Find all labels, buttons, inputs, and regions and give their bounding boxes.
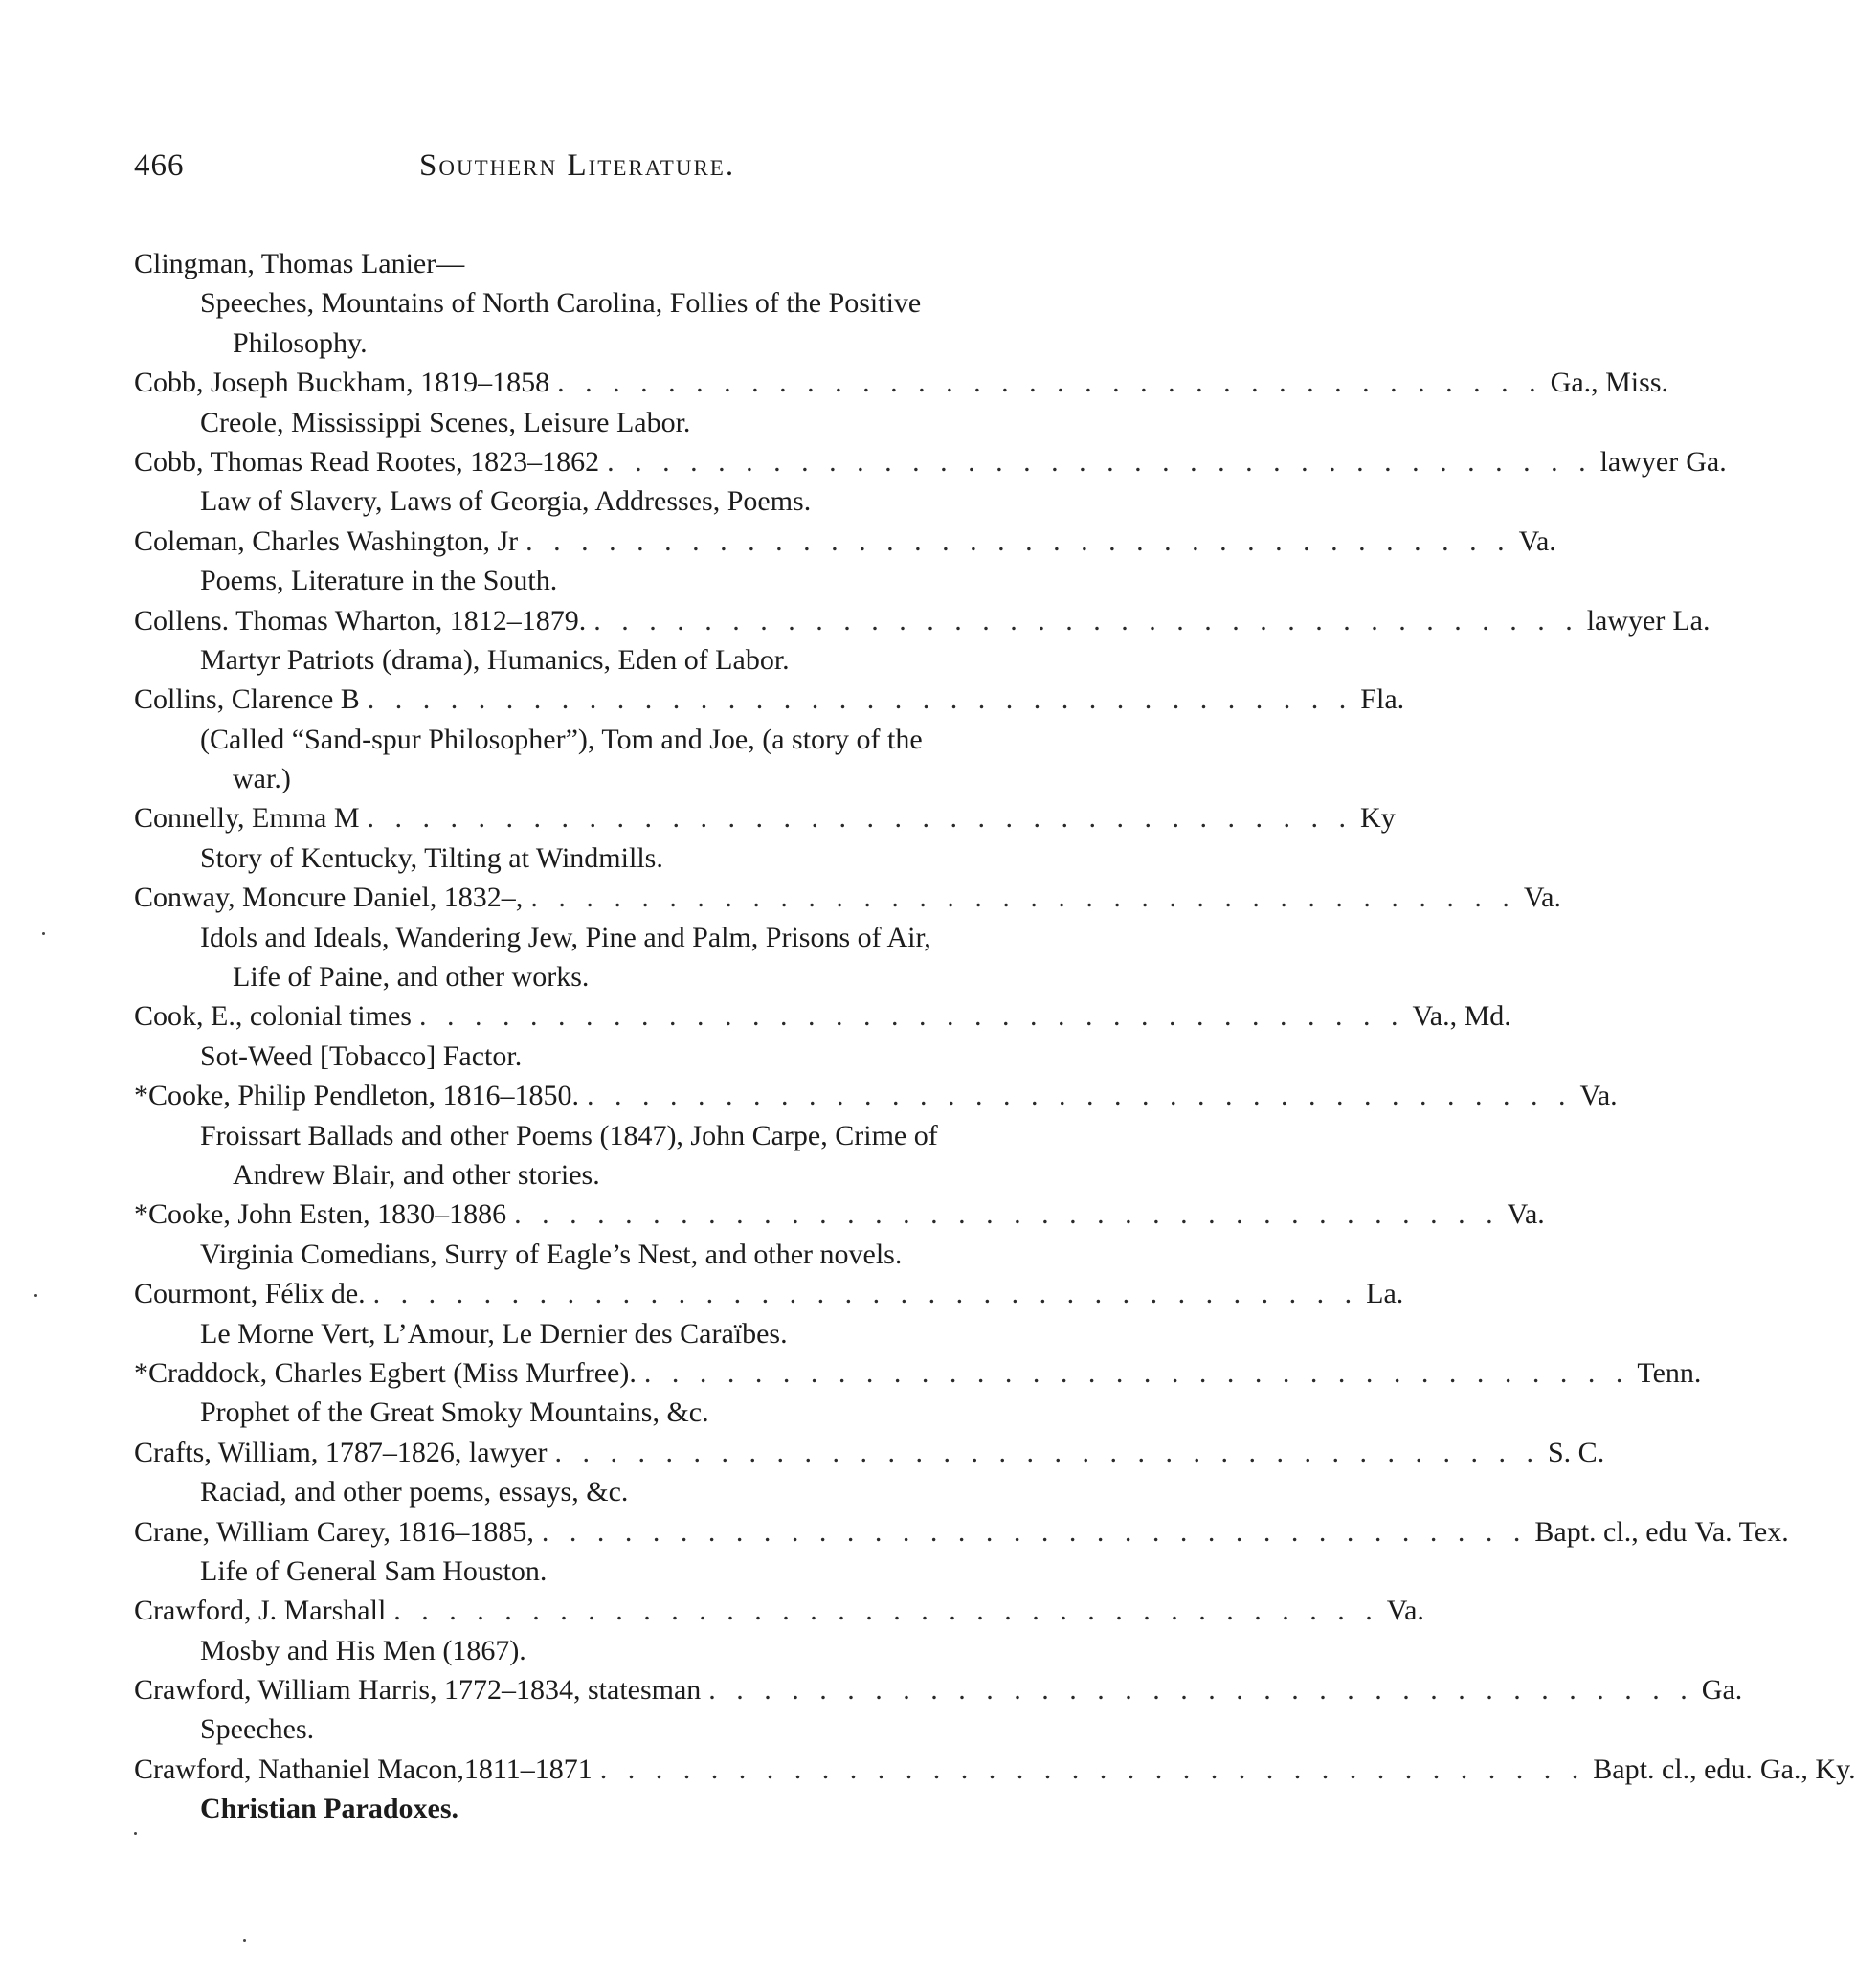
author-name: Cobb, Joseph Buckham, 1819–1858 bbox=[134, 367, 550, 399]
dot-leader: . . . . . . . . . . . . . . . . . . . . . . . . . . . . . . . . . . . . bbox=[541, 1515, 1528, 1548]
dot-leader: . . . . . . . . . . . . . . . . . . . . . . . . . . . . . . . . . . . . bbox=[708, 1674, 1694, 1707]
author-occupation: lawyer bbox=[1586, 604, 1666, 637]
author-entry bbox=[134, 363, 1668, 442]
author-state: Ky bbox=[1360, 802, 1396, 835]
author-heading bbox=[134, 878, 1561, 917]
works-line: Mosby and His Men (1867). bbox=[200, 1634, 526, 1666]
works-line: Story of Kentucky, Tilting at Windmills. bbox=[200, 841, 663, 874]
dot-leader: . . . . . . . . . . . . . . . . . . . . . . . . . . . . . . . . . . . . bbox=[587, 1080, 1573, 1112]
author-state: Va. bbox=[1386, 1595, 1424, 1627]
author-entry bbox=[134, 1076, 1618, 1195]
dot-leader: . . . . . . . . . . . . . . . . . . . . . . . . . . . . . . . . . . . . bbox=[372, 1278, 1359, 1310]
author-name: Crawford, J. Marshall bbox=[134, 1595, 387, 1627]
author-name: *Cooke, John Esten, 1830–1886 bbox=[134, 1198, 507, 1231]
dot-leader: . . . . . . . . . . . . . . . . . . . . . . . . . . . . . . . . . . . . bbox=[418, 1000, 1405, 1033]
dot-leader: . . . . . . . . . . . . . . . . . . . . . . . . . . . . . . . . . . . . bbox=[593, 604, 1579, 637]
author-entry bbox=[134, 244, 1187, 363]
author-entry bbox=[134, 1353, 1702, 1433]
author-heading bbox=[134, 522, 1556, 561]
author-state: La. bbox=[1672, 604, 1711, 637]
author-heading bbox=[134, 244, 1187, 283]
author-occupation: Bapt. cl., edu bbox=[1534, 1515, 1688, 1548]
author-state: Va. bbox=[1579, 1080, 1618, 1112]
author-name: Cook, E., colonial times bbox=[134, 1000, 412, 1033]
author-entry bbox=[134, 522, 1556, 601]
author-state: Tenn. bbox=[1637, 1356, 1702, 1389]
dot-leader: . . . . . . . . . . . . . . . . . . . . . . . . . . . . . . . . . . . . bbox=[530, 882, 1516, 914]
author-name: Conway, Moncure Daniel, 1832–, bbox=[134, 882, 524, 914]
page-number: 466 bbox=[134, 148, 185, 183]
author-heading bbox=[134, 1433, 1605, 1472]
works-line: Philosophy. bbox=[233, 326, 368, 359]
author-entry bbox=[134, 1750, 1856, 1829]
author-name: *Craddock, Charles Egbert (Miss Murfree). bbox=[134, 1356, 637, 1389]
author-name: Crawford, William Harris, 1772–1834, statesman bbox=[134, 1674, 702, 1707]
author-entry bbox=[134, 1274, 1404, 1353]
dot-leader: . . . . . . . . . . . . . . . . . . . . . . . . . . . . . . . . . . . . bbox=[607, 445, 1593, 478]
dot-leader: . . . . . . . . . . . . . . . . . . . . . . . . . . . . . . . . . . . . bbox=[367, 802, 1353, 835]
author-heading bbox=[134, 1750, 1856, 1789]
author-name: Collins, Clarence B bbox=[134, 683, 360, 716]
works-line: Speeches. bbox=[200, 1713, 315, 1746]
dot-leader: . . . . . . . . . . . . . . . . . . . . . . . . . . . . . . . . . . . . bbox=[525, 525, 1511, 557]
author-state: Va. bbox=[1518, 525, 1556, 557]
author-heading bbox=[134, 1591, 1424, 1630]
works-line: Poems, Literature in the South. bbox=[200, 565, 558, 597]
author-state: Fla. bbox=[1360, 683, 1405, 716]
works-line: Andrew Blair, and other stories. bbox=[233, 1158, 600, 1191]
author-heading bbox=[134, 363, 1668, 402]
author-entry bbox=[134, 878, 1561, 996]
author-state: Va. Tex. bbox=[1694, 1515, 1789, 1548]
running-title: Southern Literature. bbox=[419, 148, 736, 183]
works-line: Life of Paine, and other works. bbox=[233, 961, 590, 994]
author-entry bbox=[134, 1512, 1789, 1592]
author-entry bbox=[134, 798, 1396, 878]
works-line: (Called “Sand-spur Philosopher”), Tom and Joe, (a story of the bbox=[200, 723, 923, 755]
author-name: Cobb, Thomas Read Rootes, 1823–1862 bbox=[134, 445, 600, 478]
author-entry bbox=[134, 1195, 1545, 1274]
author-occupation: lawyer bbox=[1599, 445, 1679, 478]
works-line: Speeches, Mountains of North Carolina, Follies of the Positive bbox=[200, 287, 922, 320]
author-entry bbox=[134, 996, 1511, 1076]
works-line: Virginia Comedians, Surry of Eagle’s Nest, and other novels. bbox=[200, 1238, 903, 1270]
dot-leader: . . . . . . . . . . . . . . . . . . . . . . . . . . . . . . . . . . . . bbox=[554, 1436, 1540, 1468]
author-heading bbox=[134, 1274, 1404, 1313]
author-state: Ga. bbox=[1701, 1674, 1743, 1707]
author-state: Ga., Ky. bbox=[1759, 1753, 1856, 1785]
author-entry bbox=[134, 1670, 1743, 1750]
works-line: Sot-Weed [Tobacco] Factor. bbox=[200, 1039, 523, 1072]
author-list bbox=[134, 244, 1856, 1829]
works-line: Creole, Mississippi Scenes, Leisure Labor. bbox=[200, 406, 691, 438]
author-state: S. C. bbox=[1548, 1436, 1605, 1468]
author-entry bbox=[134, 1433, 1605, 1512]
author-name: Crawford, Nathaniel Macon,1811–1871 bbox=[134, 1753, 593, 1785]
author-name: Crafts, William, 1787–1826, lawyer bbox=[134, 1436, 548, 1468]
print-speck bbox=[34, 1294, 37, 1297]
works-line: Martyr Patriots (drama), Humanics, Eden of Labor. bbox=[200, 643, 790, 676]
author-heading bbox=[134, 1076, 1618, 1115]
author-name: Clingman, Thomas Lanier— bbox=[134, 248, 465, 279]
author-name: Courmont, Félix de. bbox=[134, 1278, 366, 1310]
author-name: Coleman, Charles Washington, Jr bbox=[134, 525, 519, 557]
page-header bbox=[134, 148, 1187, 206]
author-heading bbox=[134, 798, 1396, 838]
author-entry bbox=[134, 1591, 1424, 1670]
author-occupation: Bapt. cl., edu. bbox=[1593, 1753, 1753, 1785]
author-state: Ga., Miss. bbox=[1550, 367, 1668, 399]
author-name: Connelly, Emma M bbox=[134, 802, 360, 835]
author-entry bbox=[134, 442, 1727, 522]
works-line: Froissart Ballads and other Poems (1847), John Carpe, Crime of bbox=[200, 1119, 938, 1151]
dot-leader: . . . . . . . . . . . . . . . . . . . . . . . . . . . . . . . . . . . . bbox=[393, 1595, 1379, 1627]
author-name: Collens. Thomas Wharton, 1812–1879. bbox=[134, 604, 587, 637]
works-line: war.) bbox=[233, 763, 291, 795]
author-heading bbox=[134, 442, 1727, 481]
works-line: Le Morne Vert, L’Amour, Le Dernier des Caraïbes. bbox=[200, 1317, 788, 1350]
author-state: Va. bbox=[1507, 1198, 1545, 1231]
works-line: Raciad, and other poems, essays, &c. bbox=[200, 1476, 629, 1508]
works-line: Law of Slavery, Laws of Georgia, Addresses, Poems. bbox=[200, 485, 812, 518]
dot-leader: . . . . . . . . . . . . . . . . . . . . . . . . . . . . . . . . . . . . bbox=[514, 1198, 1500, 1231]
author-name: Crane, William Carey, 1816–1885, bbox=[134, 1515, 534, 1548]
author-heading bbox=[134, 1353, 1702, 1393]
print-speck bbox=[243, 1939, 246, 1942]
print-speck bbox=[42, 932, 45, 935]
author-entry bbox=[134, 601, 1711, 681]
author-heading bbox=[134, 1670, 1743, 1709]
dot-leader: . . . . . . . . . . . . . . . . . . . . . . . . . . . . . . . . . . . . bbox=[643, 1356, 1630, 1389]
author-entry bbox=[134, 680, 1405, 798]
works-line: Life of General Sam Houston. bbox=[200, 1554, 548, 1587]
author-heading bbox=[134, 996, 1511, 1036]
dot-leader: . . . . . . . . . . . . . . . . . . . . . . . . . . . . . . . . . . . . bbox=[367, 683, 1353, 716]
author-state: Ga. bbox=[1686, 445, 1727, 478]
author-state: La. bbox=[1366, 1278, 1404, 1310]
works-line: Christian Paradoxes. bbox=[200, 1793, 458, 1825]
works-line: Idols and Ideals, Wandering Jew, Pine and Palm, Prisons of Air, bbox=[200, 921, 931, 953]
dot-leader: . . . . . . . . . . . . . . . . . . . . . . . . . . . . . . . . . . . . bbox=[557, 367, 1543, 399]
author-heading bbox=[134, 1195, 1545, 1234]
print-speck bbox=[134, 1832, 137, 1835]
works-line: Prophet of the Great Smoky Mountains, &c. bbox=[200, 1396, 709, 1429]
author-state: Va. bbox=[1523, 882, 1561, 914]
author-name: *Cooke, Philip Pendleton, 1816–1850. bbox=[134, 1080, 579, 1112]
author-heading bbox=[134, 680, 1405, 719]
author-heading bbox=[134, 601, 1711, 640]
author-heading bbox=[134, 1512, 1789, 1552]
author-state: Va., Md. bbox=[1412, 1000, 1511, 1033]
dot-leader: . . . . . . . . . . . . . . . . . . . . . . . . . . . . . . . . . . . . bbox=[599, 1753, 1586, 1785]
